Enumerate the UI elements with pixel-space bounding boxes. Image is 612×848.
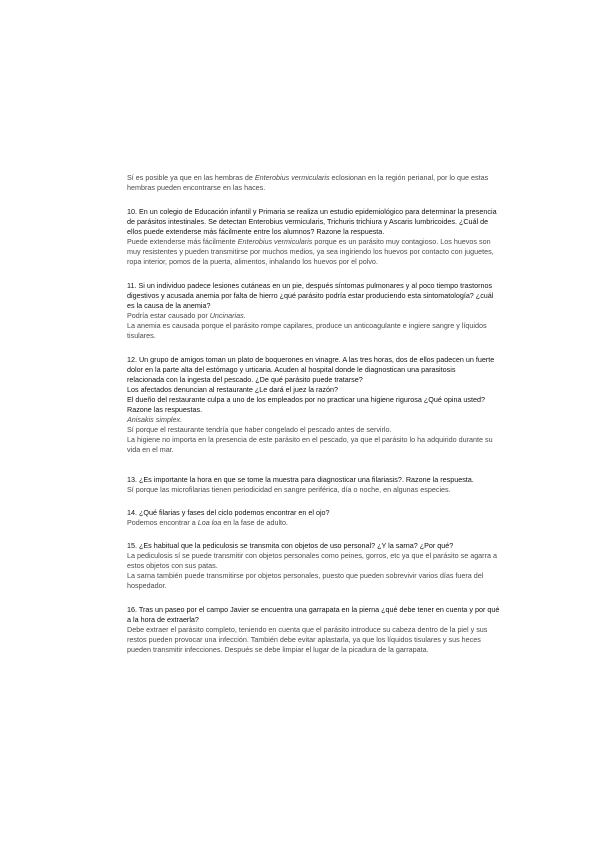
question-11 (127, 281, 585, 341)
question-line: 16. Tras un paseo por el campo Javier se encuentra una garrapata en la pierna ¿qué debe tener en cuenta y por qué (127, 605, 500, 614)
answer-line: La sarna también puede transmitirse por objetos personales, puesto que pueden sobrevivir varios días fuera del (127, 571, 484, 580)
answer-line (127, 237, 585, 247)
answer-line: muy resistentes y pueden transmitirse por muchos medios, ya sea ingiriendo los huevos por contacto con juguetes, (127, 247, 494, 256)
species-name: Loa loa (197, 518, 222, 527)
answer-line: restos pueden provocar una infección. También debe evitar aplastarla, ya que los líquidos tisulares y sus heces (127, 635, 481, 644)
species-name: Anisakis simplex. (127, 415, 183, 424)
question-10 (127, 207, 585, 267)
question-line: relacionada con la ingesta del pescado. ¿De qué parásito puede tratarse? (127, 375, 363, 384)
species-name: Enterobius vermicularis (237, 237, 313, 246)
answer-line (127, 311, 585, 321)
text-run: Puede extenderse más fácilmente (127, 237, 238, 246)
intro-line-1 (127, 173, 585, 183)
question-line: 12. Un grupo de amigos toman un plato de boquerones en vinagre. A las tres horas, dos de ellos padecen un fuerte (127, 355, 495, 364)
answer-line: hospedador. (127, 581, 167, 590)
question-line: digestivos y acusada anemia por falta de hierro ¿qué parásito podría estar produciendo esta sintomatología? ¿cuál (127, 291, 494, 300)
species-name: Uncinarias. (209, 311, 246, 320)
answer-line: ropa interior, pomos de la puerta, alimentos, inhalando los huevos por el polvo. (127, 257, 378, 266)
answer-line: tisulares. (127, 331, 156, 340)
answer-line: La higiene no importa en la presencia de este parásito en el pescado, ya que el parásito lo ha adquirido durante su (127, 435, 493, 444)
question-13 (127, 475, 585, 495)
answer-line: pueden transmitir infecciones. Después se debe limpiar el lugar de la picadura de la garrapata. (127, 645, 429, 654)
text-run: Podría estar causado por (127, 311, 210, 320)
question-16 (127, 605, 585, 655)
text-run: porque es un parásito muy contagioso. Los huevos son (312, 237, 491, 246)
question-line: 10. En un colegio de Educación infantil y Primaria se realiza un estudio epidemiológico para determinar la presencia (127, 207, 497, 216)
text-run: en la fase de adulto. (221, 518, 289, 527)
question-line: Razone las respuestas. (127, 405, 203, 414)
text-run: Sí es posible ya que en las hembras de (127, 173, 255, 182)
question-14 (127, 508, 585, 528)
answer-line (127, 518, 585, 528)
question-line: es la causa de la anemia? (127, 301, 211, 310)
intro-answer (127, 173, 585, 193)
intro-line-2: hembras pueden encontrarse en las haces. (127, 183, 266, 192)
answer-line: estos objetos con sus patas. (127, 561, 218, 570)
answer-line: La pediculosis sí se puede transmitir con objetos personales como peines, gorros, etc ya que el parásito se agarra a (127, 551, 497, 560)
question-line: 13. ¿Es importante la hora en que se tome la muestra para diagnosticar una filariasis?. Razone la respuesta. (127, 475, 474, 484)
answer-line: La anemia es causada porque el parásito rompe capilares, produce un anticoagulante e ingiere sangre y líquidos (127, 321, 487, 330)
answer-line: Sí porque el restaurante tendría que haber congelado el pescado antes de servirlo. (127, 425, 392, 434)
question-line: dolor en la parte alta del estómago y urticaria. Acuden al hospital donde le diagnostican una parasitosis (127, 365, 456, 374)
question-15 (127, 541, 585, 591)
question-line: de parásitos intestinales. Se detectan Enterobius vermicularis, Trichuris trichiura y Ascaris lumbricoides. ¿Cuál de (127, 217, 489, 226)
question-line: ellos puede extenderse más fácilmente entre los alumnos? Razone la respuesta. (127, 227, 385, 236)
question-line: 11. Si un individuo padece lesiones cutáneas en un pie, después síntomas pulmonares y al poco tiempo trastornos (127, 281, 493, 290)
text-run: Podemos encontrar a (127, 518, 198, 527)
answer-line: vida en el mar. (127, 445, 174, 454)
text-run: eclosionan en la región perianal, por lo que estas (329, 173, 489, 182)
question-line: a la hora de extraerla? (127, 615, 199, 624)
question-line: 15. ¿Es habitual que la pediculosis se transmita con objetos de uso personal? ¿Y la sarna? ¿Por qué? (127, 541, 454, 550)
question-12 (127, 355, 585, 455)
species-name: Enterobius vermicularis (254, 173, 330, 182)
question-line: El dueño del restaurante culpa a uno de los empleados por no practicar una higiene rigurosa ¿Qué opina usted? (127, 395, 486, 404)
question-line: Los afectados denuncian al restaurante ¿Le dará el juez la razón? (127, 385, 338, 394)
question-line: 14. ¿Qué filarias y fases del ciclo podemos encontrar en el ojo? (127, 508, 330, 517)
answer-line: Debe extraer el parásito completo, teniendo en cuenta que el parásito introduce su cabeza dentro de la piel y sus (127, 625, 488, 634)
answer-line: Sí porque las microfilarias tienen periodicidad en sangre periférica, día o noche, en algunas especies. (127, 485, 451, 494)
